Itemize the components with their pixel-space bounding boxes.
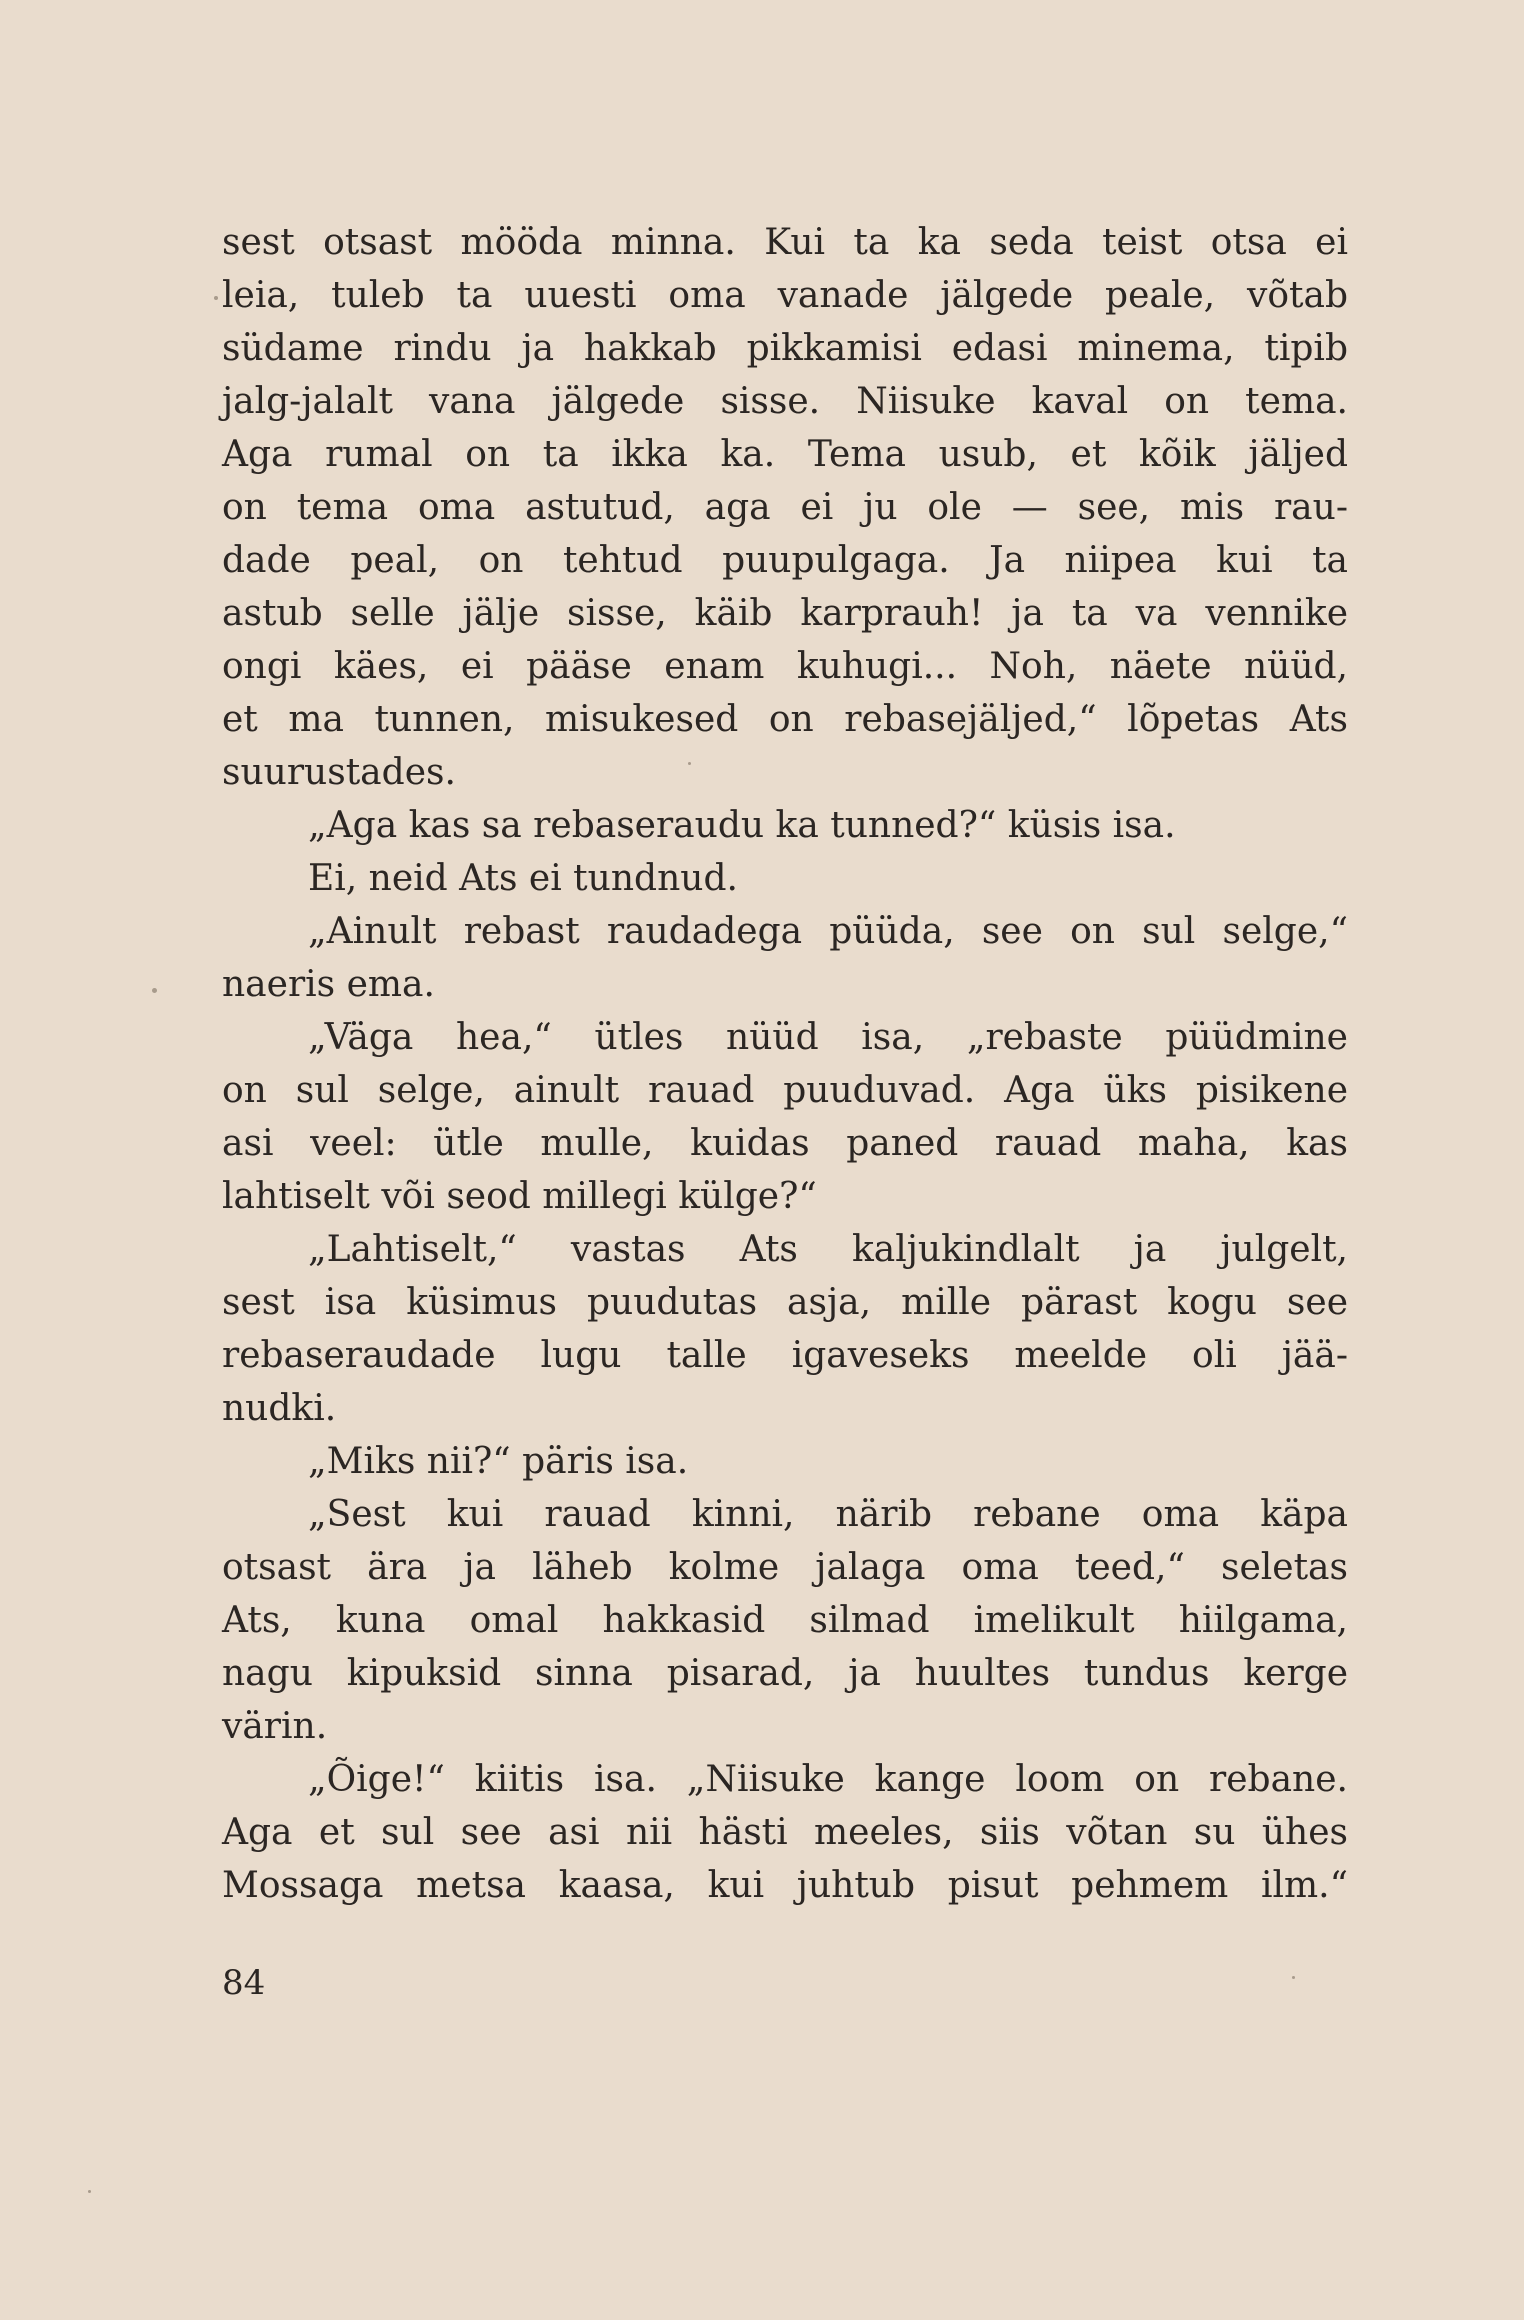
text-line: rebaseraudade lugu talle igaveseks meelde oli jää- bbox=[222, 1335, 1348, 1376]
body-text bbox=[222, 216, 1348, 1912]
text-line: dade peal, on tehtud puupulgaga. Ja niipea kui ta bbox=[222, 540, 1348, 581]
text-line: lahtiselt või seod millegi külge?“ bbox=[222, 1176, 817, 1217]
text-line: „Õige!“ kiitis isa. „Niisuke kange loom on rebane. bbox=[308, 1759, 1348, 1800]
text-line: on sul selge, ainult rauad puuduvad. Aga üks pisikene bbox=[222, 1070, 1348, 1111]
text-line: „Väga hea,“ ütles nüüd isa, „rebaste püüdmine bbox=[308, 1017, 1348, 1058]
text-line: Aga rumal on ta ikka ka. Tema usub, et kõik jäljed bbox=[222, 434, 1348, 475]
text-line: astub selle jälje sisse, käib karprauh! ja ta va vennike bbox=[222, 593, 1348, 634]
text-line: „Ainult rebast raudadega püüda, see on sul selge,“ bbox=[308, 911, 1348, 952]
paper-speck bbox=[88, 2190, 91, 2193]
text-line: asi veel: ütle mulle, kuidas paned rauad maha, kas bbox=[222, 1123, 1348, 1164]
text-line: südame rindu ja hakkab pikkamisi edasi minema, tipib bbox=[222, 328, 1348, 369]
text-line: otsast ära ja läheb kolme jalaga oma teed,“ seletas bbox=[222, 1547, 1348, 1588]
paper-speck bbox=[152, 988, 157, 993]
text-line: „Sest kui rauad kinni, närib rebane oma käpa bbox=[308, 1494, 1348, 1535]
text-line: Mossaga metsa kaasa, kui juhtub pisut pehmem ilm.“ bbox=[222, 1865, 1348, 1906]
text-line: nudki. bbox=[222, 1388, 337, 1429]
text-line: naeris ema. bbox=[222, 964, 435, 1005]
text-line: suurustades. bbox=[222, 752, 456, 793]
text-line: on tema oma astutud, aga ei ju ole — see, mis rau- bbox=[222, 487, 1348, 528]
text-line: et ma tunnen, misukesed on rebasejäljed,“ lõpetas Ats bbox=[222, 699, 1348, 740]
paper-speck bbox=[1292, 1976, 1295, 1979]
text-line: Aga et sul see asi nii hästi meeles, siis võtan su ühes bbox=[222, 1812, 1348, 1853]
text-line: ongi käes, ei pääse enam kuhugi... Noh, näete nüüd, bbox=[222, 646, 1348, 687]
text-line: leia, tuleb ta uuesti oma vanade jälgede peale, võtab bbox=[222, 275, 1348, 316]
text-line: sest otsast mööda minna. Kui ta ka seda teist otsa ei bbox=[222, 222, 1348, 263]
text-line: Ats, kuna omal hakkasid silmad imelikult hiilgama, bbox=[222, 1600, 1348, 1641]
text-line: „Miks nii?“ päris isa. bbox=[308, 1441, 689, 1482]
text-line: Ei, neid Ats ei tundnud. bbox=[308, 858, 738, 899]
paper-speck bbox=[214, 296, 218, 300]
text-line: nagu kipuksid sinna pisarad, ja huultes tundus kerge bbox=[222, 1653, 1348, 1694]
text-line: „Aga kas sa rebaseraudu ka tunned?“ küsis isa. bbox=[308, 805, 1176, 846]
text-line: „Lahtiselt,“ vastas Ats kaljukindlalt ja julgelt, bbox=[308, 1229, 1348, 1270]
text-line: sest isa küsimus puudutas asja, mille pärast kogu see bbox=[222, 1282, 1348, 1323]
text-line: jalg-jalalt vana jälgede sisse. Niisuke kaval on tema. bbox=[222, 381, 1348, 422]
page-number: 84 bbox=[222, 1963, 266, 2003]
text-line: värin. bbox=[222, 1706, 328, 1747]
